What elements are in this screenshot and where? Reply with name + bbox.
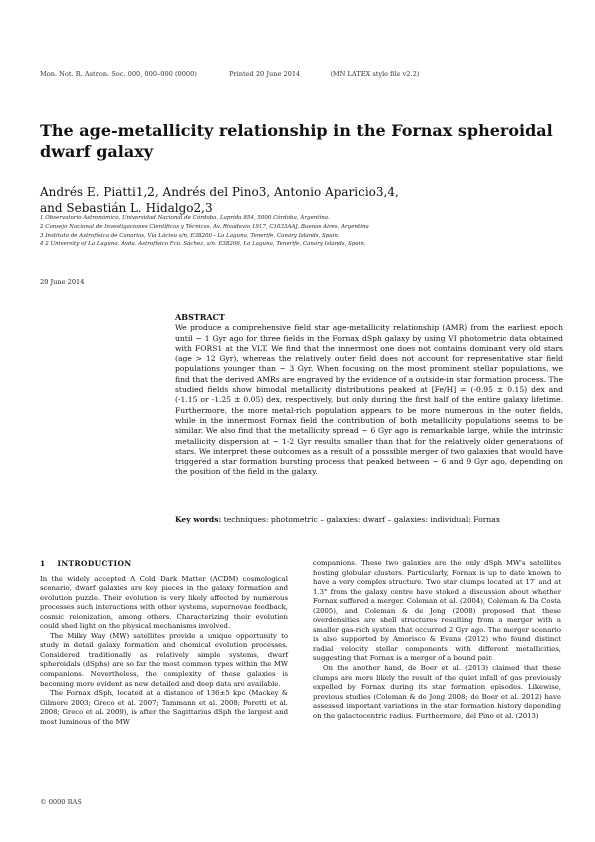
- intro-paragraph-3-cont: companions. These two galaxies are the only dSph MW's satellites hosting globular clusters. Particularly, Fornax is up to date known to have a very complex structure. Two star clumps located at 17′ and at 1.3° from the galaxy centre have stoked a discussion about whether Fornax suffered a merger. Coleman et al. (2004), Coleman & Da Costa (2005), and Coleman & de Jong (2008) proposed that these overdensities are shell structures resulting from a merger with a smaller gas-rich system that occurred 2 Gyr ago. The merger scenario is also supported by Amorisco & Evans (2012) who found distinct radial velocity stellar components with different metallicities, suggesting that Fornax is a merger of a bound pair.: [313, 559, 561, 663]
- section-number: 1: [40, 559, 46, 568]
- right-column: [313, 559, 561, 721]
- affiliation-3: 3 Instituto de Astrofísica de Canarias, Vía Láctea s/n, E38200 - La Laguna, Tenerife, Canary Islands, Spain.: [40, 232, 340, 239]
- section-heading: [40, 559, 288, 569]
- authors-line-1: Andrés E. Piatti1,2, Andrés del Pino3, Antonio Aparicio3,4,: [40, 185, 399, 199]
- affiliation-2: 2 Consejo Nacional de Investigaciones Científicas y Técnicas, Av. Rivadavia 1917, C1033AAJ, Buenos Aires, Argentina: [40, 223, 369, 230]
- section-title: INTRODUCTION: [57, 559, 132, 568]
- keywords-label: Key words:: [175, 515, 222, 524]
- paper-title: The age-metallicity relationship in the Fornax spheroidal dwarf galaxy: [40, 121, 553, 161]
- affiliations: [40, 214, 580, 249]
- intro-paragraph-4: On the another hand, de Boer et al. (2013) claimed that these clumps are more likely the result of the quiet infall of gas previously expelled by Fornax during its star formation episodes. Likewise, previous studies (Coleman & de Jong 2008; de Boer et al. 2012) have assessed important variations in the star formation history depending on the galactocentric radius. Furthermore, del Pino et al. (2013): [313, 664, 561, 720]
- keywords-text: techniques: photometric – galaxies: dwarf – galaxies: individual: Fornax: [223, 515, 501, 524]
- author-list: [40, 184, 560, 216]
- abstract-heading: ABSTRACT: [175, 312, 225, 322]
- authors-line-2: and Sebastián L. Hidalgo2,3: [40, 201, 213, 215]
- copyright-footer: © 0000 RAS: [40, 798, 82, 806]
- left-column: [40, 559, 288, 727]
- keywords-line: [175, 515, 565, 525]
- affiliation-1: 1 Observatorio Astronómico, Universidad Nacional de Córdoba, Laprida 854, 5000 Córdoba, Argentina.: [40, 215, 330, 221]
- intro-paragraph-2: The Milky Way (MW) satellites provide a unique opportunity to study in detail galaxy formation and chemical evolution processes. Considered traditionally as relatively simple systems, dwarf spheroidals (dSphs) are so far the most common types within the MW companions. Nevertheless, the complexity of these galaxies is becoming more evident as new detailed and deep data are available.: [40, 631, 288, 688]
- abstract-text: We produce a comprehensive field star age-metallicity relationship (AMR) from the earliest epoch until ∼ 1 Gyr ago for three fields in the Fornax dSph galaxy by using VI photometric data obtained with FORS1 at the VLT. We find that the innermost one does not contains dominant very old stars (age > 12 Gyr), whereas the relatively outer field does not account for representative star field populations younger than ∼ 3 Gyr. When focusing on the most prominent stellar populations, we find that the derived AMRs are engraved by the evidence of a outside-in star formation process. The studied fields show bimodal metallicity distributions peaked at [Fe/H] = (-0.95 ± 0.15) dex and (-1.15 or -1.25 ± 0.05) dex, respectively, but only during the first half of the entire galaxy lifetime. Furthermore, the more metal-rich population appears to be more numerous in the outer fields, while in the innermost Fornax field the contribution of both metallicity populations seems to be similar. We also find that the metallicity spread ∼ 6 Gyr ago is remarkable large, while the intrinsic metallicity dispersion at ∼ 1-2 Gyr results smaller than that for the relatively older generations of stars. We interpret these outcomes as a result of a posssible merger of two galaxies that would have triggered a star formation bursting process that peaked between ∼ 6 and 9 Gyr ago, depending on the position of the field in the galaxy.: [175, 323, 563, 477]
- abstract-block: [175, 312, 563, 478]
- affiliation-4: 4 2 University of La Laguna. Avda. Astrofísico Fco. Sáchez, s/n. E38206, La Laguna, Tenerife, Canary Islands, Spain.: [40, 241, 366, 248]
- submission-date: 20 June 2014: [40, 278, 85, 286]
- journal-citation: Mon. Not. R. Astron. Soc. 000, 000–000 (0000): [40, 70, 197, 78]
- printed-date: Printed 20 June 2014: [229, 70, 301, 78]
- intro-paragraph-3: The Fornax dSph, located at a distance of 136±5 kpc (Mackey & Gilmore 2003; Greco et al. 2007; Tammann et al. 2008; Poretti et al. 2008; Greco et al. 2009), is after the Sagittarius dSph the largest and most luminous of the MW: [40, 689, 288, 726]
- style-file: (MN LATEX style file v2.2): [330, 70, 420, 78]
- running-header: [40, 70, 560, 78]
- intro-paragraph-1: In the widely accepted Λ Cold Dark Matter (ΛCDM) cosmological scenario, dwarf galaxies are key pieces in the galaxy formation and evolution puzzle. Their evolution is very likely affected by numerous processes such interactions with other systems, supernovae feedback, cosmic reionization, among others. Characterizing their evolution could shed light on the physical mechanisms involved.: [40, 574, 288, 631]
